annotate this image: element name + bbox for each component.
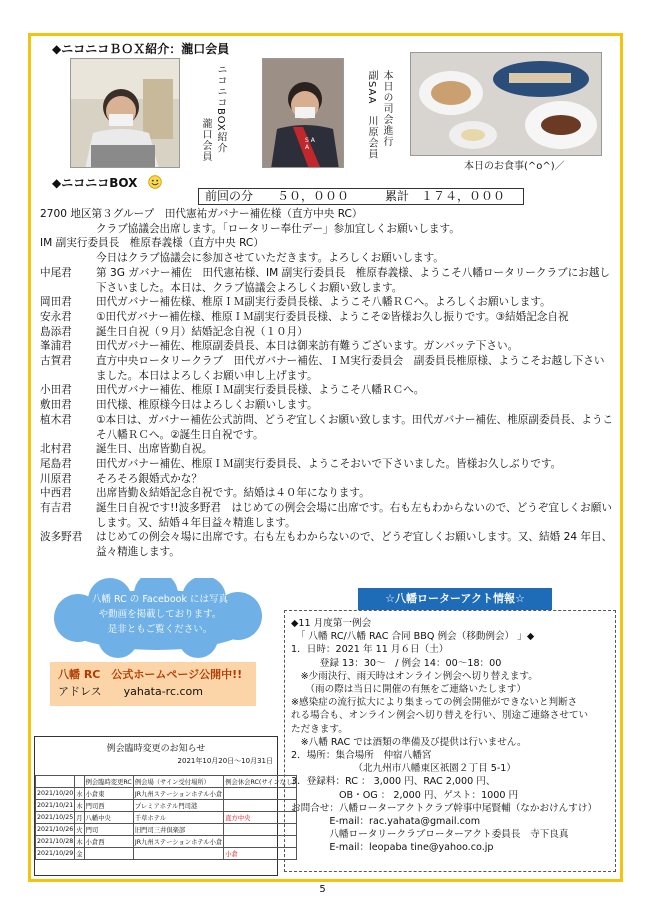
- rotaract-info: [284, 610, 616, 872]
- table-header-row: [36, 776, 297, 788]
- list-item: [40, 383, 614, 398]
- schedule-table: [35, 775, 297, 860]
- table-cell: 金: [75, 848, 84, 860]
- facebook-notice: [70, 592, 250, 637]
- photo1-caption-line1: ニコニコBOX紹介: [215, 64, 226, 154]
- rac-line: （雨の際は当日に開催の有無をご連絡いたします）: [291, 684, 527, 696]
- table-cell: 2021/10/26: [36, 824, 75, 836]
- member-name: 峯浦君: [40, 340, 72, 353]
- facebook-line: や動画を掲載しております。: [98, 609, 222, 620]
- schedule-period: 2021年10月20日～10月31日: [177, 757, 273, 765]
- table-header: 例会場（サイン受付場所）: [133, 776, 223, 788]
- smile-icon: [148, 174, 162, 193]
- table-cell: 水: [75, 788, 84, 800]
- member-message: 田代ガバナー補佐、椎原副委員長、本日は御来訪有難うございます。ガンバッテ下さい。: [96, 340, 519, 353]
- table-header: 例会臨時変更RC: [84, 776, 133, 788]
- member-name: 小田君: [40, 384, 72, 397]
- table-cell: JR九州ステーションホテル小倉: [133, 836, 223, 848]
- list-item: [40, 501, 614, 530]
- table-cell: [84, 848, 133, 860]
- table-cell: プレミアホテル門司港: [133, 800, 223, 812]
- rac-line: 八幡ロータリークラブローターアクト委員長 寺下良真: [291, 829, 569, 841]
- table-cell: 小倉西: [84, 836, 133, 848]
- rac-line: 3．登録料：RC ： 3,000 円、RAC 2,000 円、: [291, 776, 496, 788]
- photo-speaker: [70, 58, 180, 168]
- member-name: 安永君: [40, 310, 72, 323]
- rac-line: お問合せ：八幡ローターアクトクラブ幹事中尾賢輔（なかおけんすけ）: [291, 802, 598, 814]
- table-row: [36, 836, 297, 848]
- table-cell: 2021/10/21: [36, 800, 75, 812]
- rac-line: 2．場所：集合場所 仲宿八幡宮: [291, 750, 432, 762]
- list-item: [40, 486, 614, 501]
- table-row: [36, 812, 297, 824]
- table-cell: 2021/10/25: [36, 812, 75, 824]
- page-number: 5: [319, 884, 326, 895]
- table-header: 例会休会RC(サインなし): [224, 776, 297, 788]
- sash-text: S A A: [305, 137, 315, 151]
- member-message: 誕生日自祝（９月）結婚記念自祝（１０月）: [96, 325, 308, 338]
- table-cell: 直方中央: [224, 812, 297, 824]
- member-name: 敷田君: [40, 399, 72, 412]
- member-message: ①本日は、ガバナー補佐公式訪問、どうぞ宜しくお願い致します。田代ガバナー補佐、椎原副委員長、ようこそ八幡ＲＣへ。②誕生日自祝です。: [96, 413, 614, 441]
- member-message: 田代ガバナー補佐、椎原ＩＭ副実行委員長、ようこそおいで下さいました。皆様お久しぶりです。: [96, 457, 562, 470]
- table-row: [36, 800, 297, 812]
- list-item: [40, 530, 614, 559]
- rac-line: OB・OG ： 2,000 円、ゲスト：1000 円: [291, 789, 519, 801]
- rac-email[interactable]: E-mail：rac.yahata@gmail.com: [291, 816, 481, 828]
- list-item: [40, 325, 614, 340]
- photo1-caption-line2: 瀧口会員: [200, 118, 211, 162]
- schedule-box: [34, 736, 295, 876]
- rac-line: ただきます。: [291, 723, 348, 735]
- member-name: 川原君: [40, 472, 72, 485]
- table-cell: 月: [75, 812, 84, 824]
- table-row: [36, 848, 297, 860]
- intro-heading: ◆ニコニコＢＯＸ紹介：瀧口会員: [52, 42, 230, 56]
- rotaract-title: ☆八幡ローターアクト情報☆: [358, 588, 552, 610]
- message-district-text: クラブ協議会出席します。「ロータリー奉仕デー」参加宜しくお願いします。: [96, 222, 460, 235]
- member-name: 岡田君: [40, 296, 72, 309]
- list-item: [40, 457, 614, 472]
- list-item: [40, 266, 614, 295]
- table-cell: [224, 800, 297, 812]
- table-header: [36, 776, 75, 788]
- list-item: [40, 472, 614, 487]
- table-cell: 小倉東: [84, 788, 133, 800]
- homepage-address[interactable]: yahata-rc.com: [123, 685, 203, 698]
- table-cell: 木: [75, 836, 84, 848]
- member-name: 有吉君: [40, 502, 72, 515]
- table-cell: 小倉: [224, 848, 297, 860]
- photo-emcee: [262, 58, 344, 168]
- address-label: アドレス: [58, 685, 102, 698]
- table-cell: 千草ホテル: [133, 812, 223, 824]
- member-name: 植木君: [40, 413, 72, 426]
- member-name: 古賀君: [40, 355, 72, 368]
- member-message: 誕生日、出席皆勤自祝。: [96, 443, 213, 456]
- rac-line: ※少雨決行、雨天時はオンライン例会へ切り替えます。: [291, 670, 538, 682]
- member-message: 田代ガバナー補佐、椎原ＩＭ副実行委員長様、ようこそ八幡ＲＣへ。: [96, 384, 425, 397]
- message-im: IM 副実行委員長 椎原春義様（直方中央 RC）: [40, 237, 264, 250]
- rac-line: ※八幡 RAC では酒類の準備及び提供は行いません。: [291, 736, 527, 748]
- photo2-caption-line2: 副SAA 川原会員: [366, 70, 377, 160]
- table-cell: [224, 824, 297, 836]
- table-cell: [133, 848, 223, 860]
- message-district: 2700 地区第３グループ 田代憲祐ガバナー補佐様（直方中央 RC）: [40, 208, 363, 220]
- table-cell: 2021/10/20: [36, 788, 75, 800]
- photo-meal: [410, 52, 602, 156]
- totals-box: 前回の分 ５０，０００ 累計 １７４，０００: [198, 188, 524, 205]
- table-cell: 門司西: [84, 800, 133, 812]
- list-item: [40, 354, 614, 383]
- list-item: [40, 442, 614, 457]
- member-name: 中西君: [40, 487, 72, 500]
- table-cell: JR九州ステーションホテル小倉: [133, 788, 223, 800]
- homepage-title: 八幡 RC 公式ホームページ公開中!!: [58, 668, 243, 681]
- table-cell: 八幡中央: [84, 812, 133, 824]
- facebook-line: 是非ともご覧ください。: [107, 624, 213, 635]
- member-message: 第 3G ガバナー補佐 田代憲祐様、IM 副実行委員長 椎原春義様、ようこそ八幡ロータリークラブにお越し下さいました。本日は、クラブ協議会よろしくお願い致します。: [96, 266, 611, 294]
- table-row: [36, 788, 297, 800]
- table-cell: 門司: [84, 824, 133, 836]
- member-name: 島添君: [40, 325, 72, 338]
- message-im-text: 今日はクラブ協議会に参加させていただきます。よろしくお願いします。: [96, 252, 444, 265]
- member-name: 北村君: [40, 443, 72, 456]
- list-item: [40, 295, 614, 310]
- member-message: 田代ガバナー補佐様、椎原ＩＭ副実行委員長様、ようこそ八幡ＲＣへ。よろしくお願いします。: [96, 296, 551, 309]
- rac-line: 「 八幡 RC/八幡 RAC 合同 BBQ 例会（移動例会） 」◆: [291, 631, 535, 643]
- table-cell: 2021/10/28: [36, 836, 75, 848]
- member-message: はじめての例会々場に出席です。右も左もわからないので、どうぞ宜しくお願いします。又、結婚 24 年目、益々精進します。: [96, 531, 613, 559]
- member-message: そろそろ銀婚式かな？: [96, 472, 202, 485]
- table-cell: 木: [75, 800, 84, 812]
- list-item: [40, 339, 614, 354]
- rac-line: 1．日時：2021 年 11 月６日（土）: [291, 644, 449, 656]
- rac-email[interactable]: E-mail：leopaba tine@yahoo.co.jp: [291, 842, 494, 854]
- homepage-box: [50, 662, 256, 706]
- food-caption: 本日のお食事(^o^)／: [464, 161, 565, 172]
- member-message: 誕生日自祝です!!波多野君 はじめての例会会場に出席です。右も左もわからないので、どうぞ宜しくお願いします。又、結婚４年目益々精進します。: [96, 502, 612, 529]
- rac-line: 登録 13：30～ / 例会 14：00～18：00: [291, 657, 502, 669]
- member-message: ①田代ガバナー補佐様、椎原ＩＭ副実行委員長様、ようこそ②皆様お久し振りです。③結婚記念自祝: [96, 310, 569, 323]
- member-name: 中尾君: [40, 266, 72, 279]
- rac-line: れる場合も、オンライン例会へ切り替えを行い、別途ご連絡させてい: [291, 710, 589, 722]
- member-name: 尾島君: [40, 457, 72, 470]
- table-cell: [224, 788, 297, 800]
- table-header: [75, 776, 84, 788]
- rac-line: ◆11 月度第一例会: [291, 618, 372, 629]
- rac-line: （北九州市八幡東区祇園２丁目 5-1）: [291, 763, 516, 775]
- photo2-caption-line1: 本日の司会進行: [381, 70, 392, 147]
- facebook-line: 八幡 RC の Facebook には写真: [92, 594, 228, 605]
- message-list: [40, 207, 614, 560]
- member-name: 波多野君: [40, 531, 83, 544]
- table-cell: [224, 836, 297, 848]
- table-cell: 旧門司三井倶楽部: [133, 824, 223, 836]
- list-item: [40, 310, 614, 325]
- list-item: [40, 398, 614, 413]
- member-message: 田代様、椎原様今日はよろしくお願いします。: [96, 399, 318, 412]
- table-cell: 2021/10/29: [36, 848, 75, 860]
- schedule-title: 例会臨時変更のお知らせ: [106, 744, 206, 754]
- member-message: 直方中央ロータリークラブ 田代ガバナー補佐、ＩＭ実行委員会 副委員長椎原様、ようこそお越し下さいました。本日はよろしくお願い申し上げます。: [96, 355, 605, 382]
- table-row: [36, 824, 297, 836]
- table-cell: 火: [75, 824, 84, 836]
- box-heading: ◆ニコニコBOX: [52, 176, 138, 190]
- member-message: 出席皆勤＆結婚記念自祝です。結婚は４０年になります。: [96, 487, 370, 500]
- list-item: [40, 413, 614, 442]
- rac-line: ※感染症の流行拡大により集まっての例会開催ができないと判断さ: [291, 697, 578, 709]
